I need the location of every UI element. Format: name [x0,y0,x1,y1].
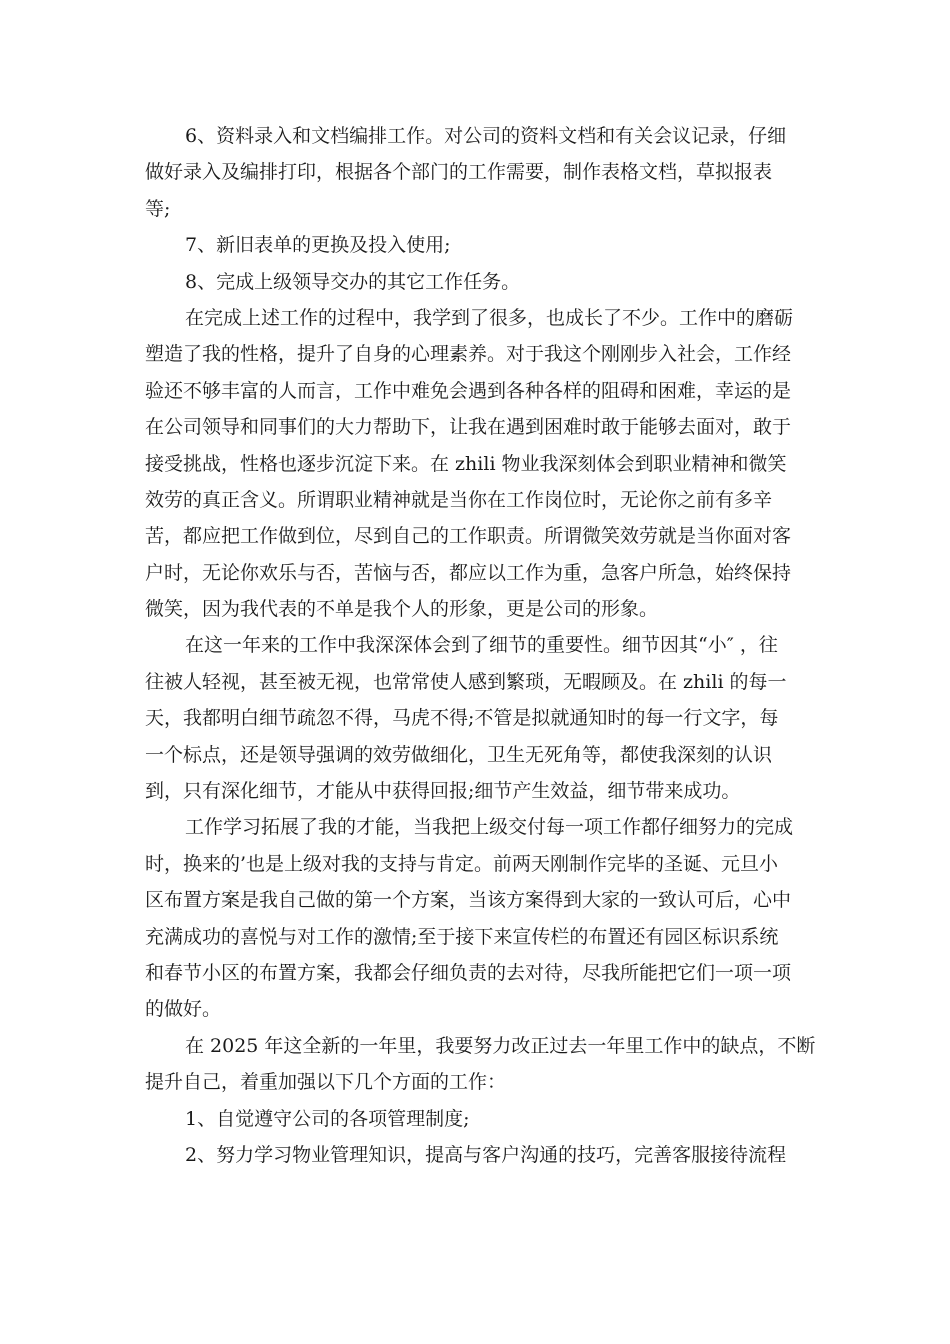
text-line: 在公司领导和同事们的大力帮助下，让我在遇到困难时敢于能够去面对，敢于 [145,416,792,439]
text-line: 塑造了我的性格，提升了自身的心理素养。对于我这个刚刚步入社会，工作经 [145,343,792,366]
text-line: 户时，无论你欢乐与否，苦恼与否，都应以工作为重，急客户所急，始终保持 [145,561,792,584]
text-line: 时，换来的’也是上级对我的支持与肯定。前两天刚制作完毕的圣诞、元旦小 [145,852,779,875]
text-line: 和春节小区的布置方案，我都会仔细负责的去对待，尽我所能把它们一项一项 [145,961,792,984]
text-line: 效劳的真正含义。所谓职业精神就是当你在工作岗位时，无论你之前有多辛 [145,488,773,511]
text-line: 区布置方案是我自己做的第一个方案，当该方案得到大家的一致认可后，心中 [145,889,792,912]
text-line: 验还不够丰富的人而言，工作中难免会遇到各种各样的阻碍和困难，幸运的是 [145,379,792,402]
text-line: 等; [145,197,171,220]
text-line: 到，只有深化细节，才能从中获得回报;细节产生效益，细节带来成功。 [145,780,741,803]
document-body [145,118,816,1173]
text-line: 微笑，因为我代表的不单是我个人的形象，更是公司的形象。 [145,598,659,621]
text-line: 天，我都明白细节疏忽不得，马虎不得;不管是拟就通知时的每一行文字，每 [145,707,779,730]
text-line: 一个标点，还是领导强调的效劳做细化，卫生无死角等，都使我深刻的认识 [145,743,773,766]
text-line: 提升自己，着重加强以下几个方面的工作： [145,1071,507,1094]
list-item-8: 8、完成上级领导交办的其它工作任务。 [185,270,521,293]
text-line: 的做好。 [145,998,222,1021]
text-line: 充满成功的喜悦与对工作的激情;至于接下来宣传栏的布置还有园区标识系统 [145,925,779,948]
paragraph-start: 在 2025 年这全新的一年里，我要努力改正过去一年里工作中的缺点，不断 [185,1034,816,1057]
paragraph-start: 在完成上述工作的过程中，我学到了很多，也成长了不少。工作中的磨砺 [185,306,794,329]
list-item-6: 6、资料录入和文档编排工作。对公司的资料文档和有关会议记录，仔细 [185,125,787,147]
list-item-2: 2、努力学习物业管理知识，提高与客户沟通的技巧，完善客服接待流程 [185,1143,787,1166]
paragraph-start: 在这一年来的工作中我深深体会到了细节的重要性。细节因其“小″ ，往 [185,634,778,657]
text-line: 做好录入及编排打印，根据各个部门的工作需要，制作表格文档，草拟报表 [145,161,773,184]
text-line: 苦，都应把工作做到位，尽到自己的工作职责。所谓微笑效劳就是当你面对客 [145,525,792,548]
list-item-7: 7、新旧表单的更换及投入使用; [185,234,451,257]
text-line: 接受挑战，性格也逐步沉淀下来。在 zhili 物业我深刻体会到职业精神和微笑 [145,452,787,475]
text-line: 往被人轻视，甚至被无视，也常常使人感到繁琐，无暇顾及。在 zhili 的每一 [145,670,787,693]
list-item-1: 1、自觉遵守公司的各项管理制度; [185,1107,470,1130]
paragraph-start: 工作学习拓展了我的才能，当我把上级交付每一项工作都仔细努力的完成 [185,816,794,839]
